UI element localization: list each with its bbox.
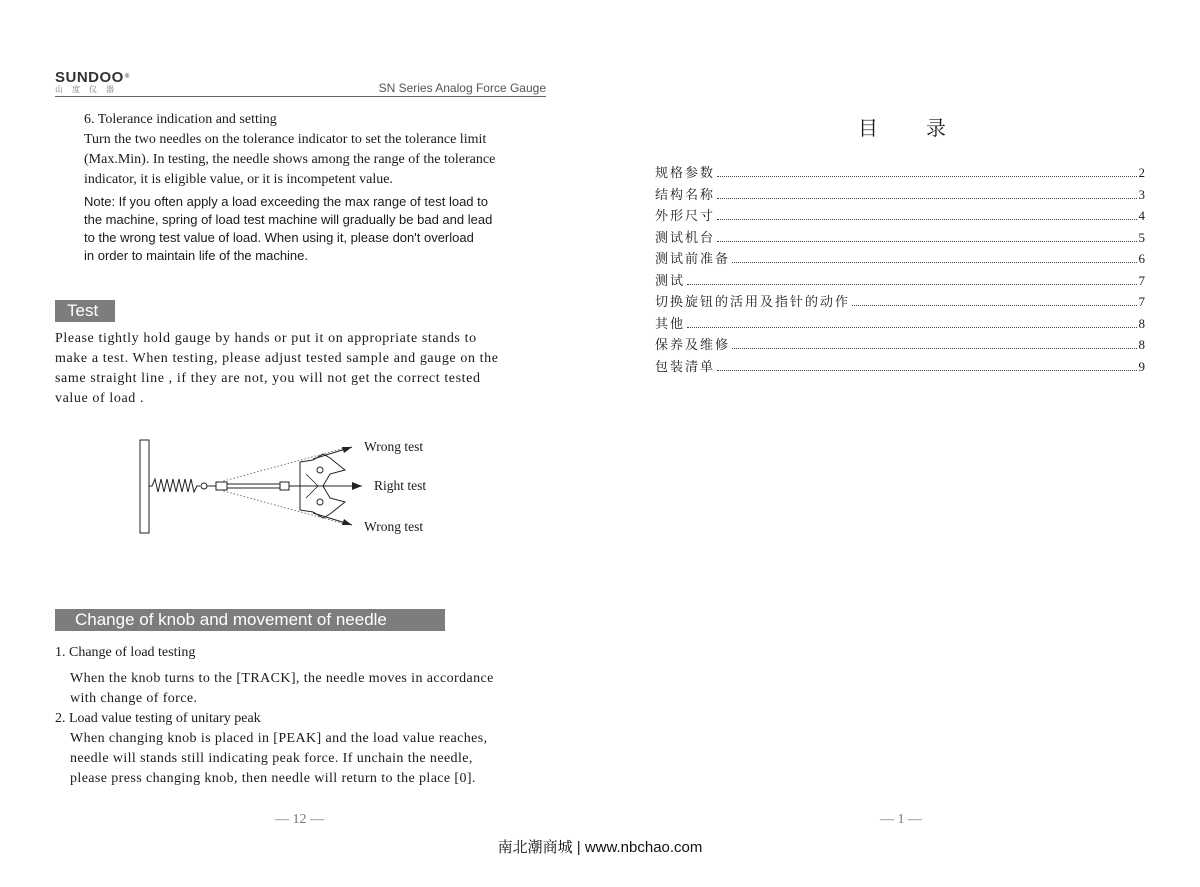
- knob-item1-heading: 1. Change of load testing: [55, 645, 196, 660]
- sundoo-logo: [55, 70, 130, 94]
- test-section-title: Test: [55, 300, 115, 322]
- connector-left: [216, 482, 227, 490]
- connector-right: [280, 482, 289, 490]
- knob-item2-body: [70, 729, 550, 789]
- tolerance-line: indicator, it is eligible value, or it is incompetent value.: [84, 172, 393, 187]
- toc-item[interactable]: 保养及维修 8: [655, 337, 1145, 353]
- page-number-left: — 12 —: [275, 812, 324, 827]
- note-line: the machine, spring of load test machine will gradually be bad and lead: [84, 212, 493, 227]
- test-line: same straight line , if they are not, you will not get the correct tested: [55, 371, 481, 386]
- note-line: in order to maintain life of the machine.: [84, 248, 309, 263]
- test-line: value of load .: [55, 391, 145, 406]
- logo-text: SUNDOO: [55, 69, 124, 86]
- test-line: make a test. When testing, please adjust tested sample and gauge on the: [55, 351, 499, 366]
- toc-list: [655, 162, 1145, 377]
- label-wrong-test-bottom: Wrong test: [364, 519, 424, 534]
- knob-section-title: Change of knob and movement of needle: [55, 609, 445, 631]
- knob-line: needle will stands still indicating peak force. If unchain the needle,: [70, 751, 473, 766]
- toc-item[interactable]: 测试 7: [655, 272, 1145, 289]
- label-wrong-test-top: Wrong test: [364, 439, 424, 454]
- knob-line: please press changing knob, then needle will return to the place [0].: [70, 771, 476, 786]
- note-line: Note: If you often apply a load exceeding the max range of test load to: [84, 194, 488, 209]
- knob-line: When the knob turns to the [TRACK], the needle moves in accordance: [70, 671, 494, 686]
- test-line: Please tightly hold gauge by hands or put it on appropriate stands to: [55, 331, 477, 346]
- header-divider: [55, 96, 546, 97]
- tolerance-line: Turn the two needles on the tolerance indicator to set the tolerance limit: [84, 132, 487, 147]
- spring: [149, 479, 200, 492]
- toc-item[interactable]: 测试机台 5: [655, 229, 1145, 246]
- tolerance-note: [84, 193, 554, 265]
- logo-subtitle: 山度仪器: [55, 85, 123, 94]
- toc-item[interactable]: 测试前准备 6: [655, 251, 1145, 267]
- knob-item1-body: [70, 669, 550, 709]
- toc-title: 目 录: [858, 116, 946, 140]
- toc-item[interactable]: 结构名称 3: [655, 186, 1145, 203]
- test-alignment-diagram: [130, 430, 460, 545]
- page-number-right: — 1 —: [880, 812, 922, 827]
- toc-item[interactable]: 包装清单 9: [655, 358, 1145, 375]
- logo-registered-mark: ®: [124, 74, 130, 80]
- toc-item[interactable]: 外形尺寸 4: [655, 208, 1145, 224]
- series-title: SN Series Analog Force Gauge: [378, 81, 546, 95]
- footer-brand: 南北潮商城 | www.nbchao.com: [497, 839, 703, 856]
- note-line: to the wrong test value of load. When using it, please don't overload: [84, 230, 474, 245]
- stand-plate: [140, 440, 149, 533]
- tolerance-line: (Max.Min). In testing, the needle shows among the range of the tolerance: [84, 152, 496, 167]
- toc-item[interactable]: 规格参数 2: [655, 165, 1145, 181]
- toc-item[interactable]: 切换旋钮的活用及指针的动作 7: [655, 294, 1145, 310]
- tolerance-heading: 6. Tolerance indication and setting: [84, 112, 277, 127]
- hook: [201, 483, 207, 489]
- knob-line: with change of force.: [70, 691, 198, 706]
- label-right-test: Right test: [374, 478, 427, 493]
- knob-line: When changing knob is placed in [PEAK] and the load value reaches,: [70, 731, 488, 746]
- toc-item[interactable]: 其他 8: [655, 315, 1145, 332]
- test-paragraph: [55, 329, 550, 409]
- tolerance-section: [84, 110, 554, 190]
- knob-item2-heading: 2. Load value testing of unitary peak: [55, 711, 261, 726]
